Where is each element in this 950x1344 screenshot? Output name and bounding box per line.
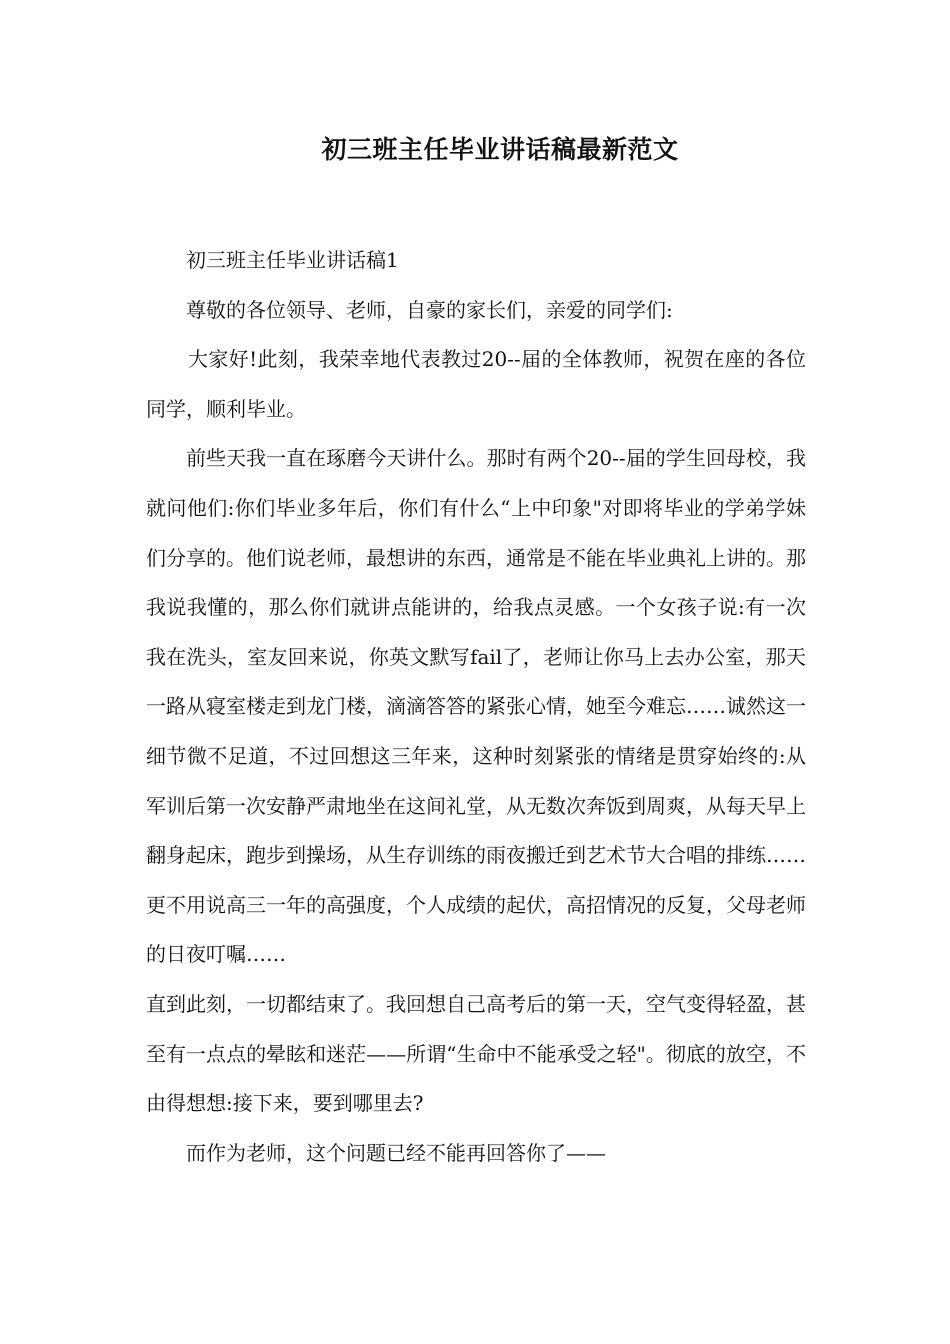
- body-paragraph: 而作为老师，这个问题已经不能再回答你了——: [186, 1140, 606, 1165]
- salutation-paragraph: 尊敬的各位领导、老师，自豪的家长们，亲爱的同学们:: [186, 297, 673, 322]
- body-paragraph: 直到此刻，一切都结束了。我回想自己高考后的第一天，空气变得轻盈，甚至有一点点的晕眩和迷茫——所谓“生命中不能承受之轻"。彻底的放空，不由得想想:接下来，要到哪里去?: [146, 991, 806, 1116]
- document-title: 初三班主任毕业讲话稿最新范文: [321, 135, 679, 164]
- document-body: [146, 236, 806, 1178]
- body-paragraph: 前些天我一直在琢磨今天讲什么。那时有两个20--届的学生回母校，我就问他们:你们毕业多年后，你们有什么“上中印象"对即将毕业的学弟学妹们分享的。他们说老师，最想讲的东西，通常是不能在毕业典礼上讲的。那我说我懂的，那么你们就讲点能讲的，给我点灵感。一个女孩子说:有一次我在洗头，室友回来说，你英文默写fail了，老师让你马上去办公室，那天一路从寝室楼走到龙门楼，滴滴答答的紧张心情，她至今难忘……诚然这一细节微不足道，不过回想这三年来，这种时刻紧张的情绪是贯穿始终的:从军训后第一次安静严肃地坐在这间礼堂，从无数次奔饭到周爽，从每天早上翻身起床，跑步到操场，从生存训练的雨夜搬迁到艺术节大合唱的排练……更不用说高三一年的高强度，个人成绩的起伏，高招情况的反复，父母老师的日夜叮嘱……: [146, 446, 806, 967]
- body-paragraph: 大家好!此刻，我荣幸地代表教过20--届的全体教师，祝贺在座的各位同学，顺利毕业。: [146, 347, 806, 421]
- subtitle-paragraph: 初三班主任毕业讲话稿1: [186, 248, 399, 272]
